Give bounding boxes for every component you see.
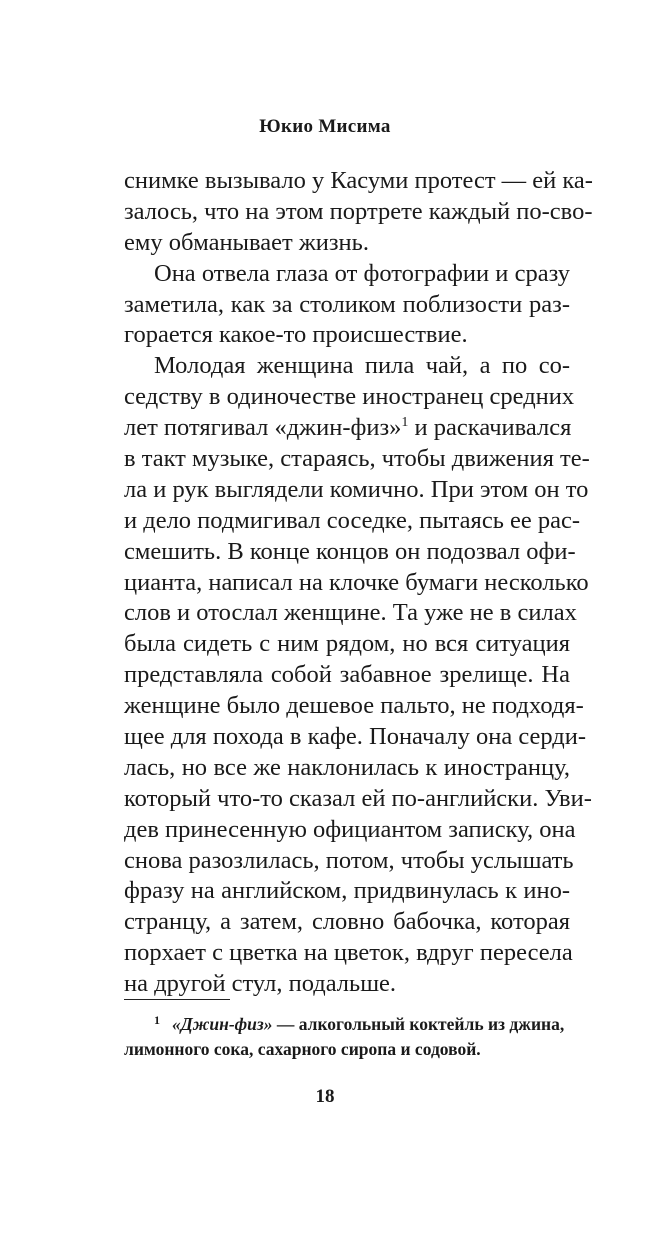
text-line-with-footnote	[124, 413, 570, 444]
text-fragment: лет потягивал «джин-физ»	[124, 414, 402, 442]
text-line: заметила, как за столиком поблизости раз-	[124, 290, 570, 318]
text-line: лась, но все же наклонилась к иностранцу,	[124, 753, 570, 781]
text-line: представляла собой забавное зрелище. На	[124, 661, 570, 689]
text-line: женщине было дешевое пальто, не подходя-	[124, 692, 584, 720]
text-line: странцу, а затем, словно бабочка, которая	[124, 908, 570, 936]
footnote-divider	[124, 999, 230, 1000]
text-line: цианта, написал на клочке бумаги несколько	[124, 568, 589, 596]
footnote-line: лимонного сока, сахарного сиропа и содовой.	[124, 1039, 481, 1059]
text-line: в такт музыке, стараясь, чтобы движения те-	[124, 445, 590, 473]
text-line: залось, что на этом портрете каждый по-сво-	[124, 197, 593, 225]
running-head: Юкио Мисима	[259, 116, 391, 137]
paragraph	[124, 351, 592, 1000]
footnote-text: — алкогольный коктейль из джина,	[272, 1014, 565, 1034]
footnote-number: 1	[154, 1013, 160, 1027]
text-line: снимке вызывало у Касуми протест — ей ка-	[124, 167, 593, 194]
footnote-line	[124, 1012, 570, 1037]
text-line: седству в одиночестве иностранец средних	[124, 383, 575, 411]
text-line: смешить. В конце концов он подозвал офи-	[124, 537, 576, 565]
text-line: который что-то сказал ей по-английски. Уви-	[124, 784, 592, 812]
text-line: слов и отослал женщине. Та уже не в силах	[124, 599, 577, 627]
text-line: фразу на английском, придвинулась к ино-	[124, 877, 570, 905]
text-line: Она отвела глаза от фотографии и сразу	[154, 259, 570, 287]
text-line: ему обманывает жизнь.	[124, 228, 369, 256]
text-line: Молодая женщина пила чай, а по со-	[154, 352, 570, 380]
text-line: снова разозлилась, потом, чтобы услышать	[124, 846, 574, 874]
text-line: щее для похода в кафе. Поначалу она серди-	[124, 723, 587, 751]
text-line: на другой стул, подальше.	[124, 970, 397, 998]
text-line: дев принесенную официантом записку, она	[124, 815, 576, 843]
text-line: горается какое-то происшествие.	[124, 321, 468, 349]
footnote-term: «Джин-физ»	[172, 1014, 273, 1034]
paragraph	[124, 166, 593, 259]
text-fragment: и раскачивался	[408, 414, 572, 442]
page-number: 18	[315, 1086, 335, 1107]
text-line: и дело подмигивал соседке, пытаясь ее рас-	[124, 506, 581, 534]
text-line: порхает с цветка на цветок, вдруг пересела	[124, 939, 573, 967]
footnote	[124, 1012, 570, 1062]
footnote-reference: 1	[401, 415, 409, 431]
text-line: ла и рук выглядели комично. При этом он то	[124, 475, 589, 503]
text-line: была сидеть с ним рядом, но вся ситуация	[124, 630, 570, 658]
paragraph	[124, 259, 570, 352]
body-text	[124, 166, 593, 1000]
